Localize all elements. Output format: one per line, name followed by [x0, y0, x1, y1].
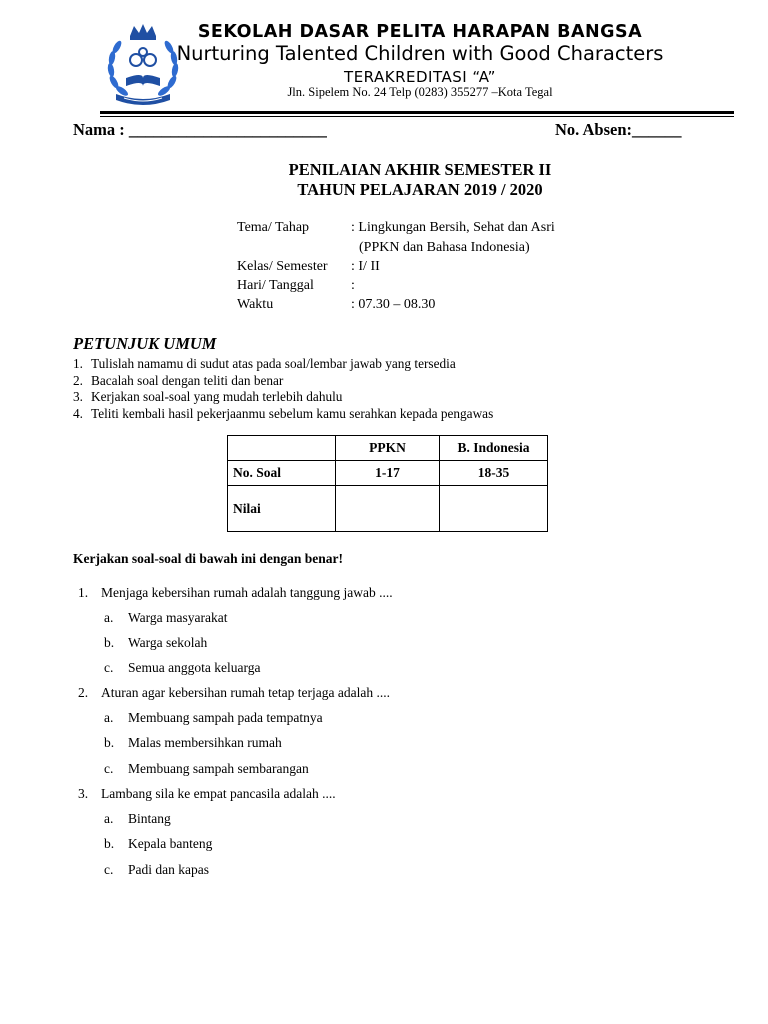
instruction-item: 2. Bacalah soal dengan teliti dan benar	[73, 373, 284, 388]
section-instruction: Kerjakan soal-soal di bawah ini dengan benar!	[73, 551, 344, 566]
option-letter: c.	[104, 660, 114, 675]
table-cell: Nilai	[228, 486, 336, 532]
table-cell: No. Soal	[228, 461, 336, 486]
score-table	[227, 435, 548, 532]
table-cell: 1-17	[336, 461, 440, 486]
table-row	[228, 486, 548, 532]
info-value-kelas: : I/ II	[351, 259, 380, 274]
table-cell	[228, 436, 336, 461]
info-value-hari: :	[351, 278, 355, 293]
question-number: 3.	[78, 786, 89, 801]
option-letter: b.	[104, 735, 115, 750]
option-text: Membuang sampah sembarangan	[128, 761, 309, 776]
instructions-heading: PETUNJUK UMUM	[73, 334, 217, 353]
info-value-tema: : Lingkungan Bersih, Sehat dan Asri	[351, 220, 555, 235]
option-letter: c.	[104, 761, 114, 776]
table-header-ppkn: PPKN	[336, 436, 440, 461]
option-letter: b.	[104, 635, 115, 650]
table-cell: 18-35	[440, 461, 548, 486]
exam-title: PENILAIAN AKHIR SEMESTER II	[288, 160, 552, 179]
question-text: Menjaga kebersihan rumah adalah tanggung jawab ....	[101, 585, 393, 600]
accreditation-label: TERAKREDITASI “A”	[344, 68, 496, 86]
option-text: Membuang sampah pada tempatnya	[128, 710, 323, 725]
table-row	[228, 461, 548, 486]
school-motto: Nurturing Talented Children with Good Characters	[176, 42, 664, 65]
option-text: Bintang	[128, 811, 171, 826]
question-text: Aturan agar kebersihan rumah tetap terjaga adalah ....	[101, 685, 390, 700]
option-text: Warga sekolah	[128, 635, 208, 650]
header-divider	[100, 111, 734, 114]
instruction-item: 4. Teliti kembali hasil pekerjaanmu sebelum kamu serahkan kepada pengawas	[73, 406, 494, 421]
instruction-item: 1. Tulislah namamu di sudut atas pada soal/lembar jawab yang tersedia	[73, 356, 456, 371]
option-letter: a.	[104, 811, 114, 826]
info-label-tema: Tema/ Tahap	[237, 220, 310, 235]
option-text: Padi dan kapas	[128, 862, 209, 877]
table-row	[228, 436, 548, 461]
info-value-subjects: (PPKN dan Bahasa Indonesia)	[359, 240, 530, 255]
instruction-item: 3. Kerjakan soal-soal yang mudah terlebih dahulu	[73, 389, 343, 404]
option-text: Kepala banteng	[128, 836, 213, 851]
score-ppkn-cell	[336, 486, 440, 532]
score-bindonesia-cell	[440, 486, 548, 532]
exam-year: TAHUN PELAJARAN 2019 / 2020	[297, 180, 543, 199]
question-text: Lambang sila ke empat pancasila adalah ....	[101, 786, 336, 801]
table-header-bindonesia: B. Indonesia	[440, 436, 548, 461]
option-text: Semua anggota keluarga	[128, 660, 261, 675]
option-text: Warga masyarakat	[128, 610, 228, 625]
student-absen-field: No. Absen:______	[555, 120, 682, 139]
question-number: 1.	[78, 585, 89, 600]
option-letter: c.	[104, 862, 114, 877]
info-value-waktu: : 07.30 – 08.30	[351, 297, 436, 312]
option-letter: a.	[104, 610, 114, 625]
student-name-field: Nama : ________________________	[73, 120, 327, 139]
question-number: 2.	[78, 685, 89, 700]
header-divider-thin	[100, 116, 734, 117]
option-text: Malas membersihkan rumah	[128, 735, 282, 750]
school-address: Jln. Sipelem No. 24 Telp (0283) 355277 –Kota Tegal	[287, 85, 553, 99]
option-letter: a.	[104, 710, 114, 725]
info-label-kelas: Kelas/ Semester	[237, 259, 328, 274]
info-label-waktu: Waktu	[237, 297, 274, 312]
info-label-hari: Hari/ Tanggal	[237, 278, 314, 293]
school-name: SEKOLAH DASAR PELITA HARAPAN BANGSA	[197, 22, 643, 42]
option-letter: b.	[104, 836, 115, 851]
